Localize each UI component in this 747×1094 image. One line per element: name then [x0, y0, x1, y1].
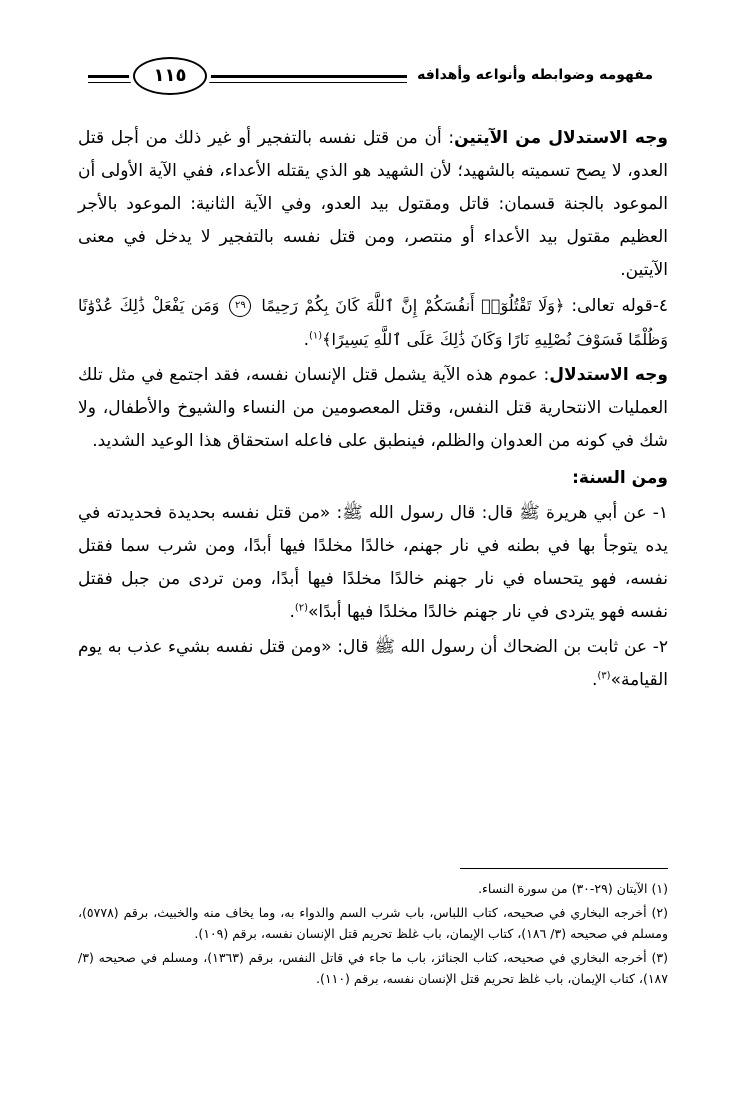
verse-text-part-1: ﴿وَلَا تَقْتُلُوٓا۟ أَنفُسَكُمْ إِنَّ ٱللَّهَ كَانَ بِكُمْ رَحِيمًا [261, 296, 565, 315]
hadith-text: ٢- عن ثابت بن الضحاك أن رسول الله ﷺ قال: «ومن قتل نفسه بشيء عذب به يوم القيامة» [78, 637, 668, 690]
paragraph-inference-verse [78, 359, 668, 458]
footnote-ref: (٣) [597, 670, 611, 682]
main-text [78, 122, 668, 699]
paragraph-inference-two-verses [78, 122, 668, 287]
section-heading-sunnah: ومن السنة: [572, 468, 668, 488]
paragraph-hadith-1: ١- عن أبي هريرة ﷺ قال: قال رسول الله ﷺ: «من قتل نفسه بحديدة فحديدته في يده يتوجأ بها في بطنه في نار جهنم، خالدًا مخلدًا فيها أبدًا، ومن شرب سما فقتل نفسه، فهو يتحساه في نار جهنم خالدًا مخلدًا فيها أبدًا، ومن تردى من جبل فقتل نفسه فهو يتردى في نار جهنم خالدًا مخلدًا فيها أبدًا»$^{(٢)}$. [78, 503, 668, 622]
verse-text-part-2: وَمَن يَفْعَلْ ذَٰلِكَ عُدْوَٰنًا وَظُلْمًا فَسَوْفَ نُصْلِيهِ نَارًا وَكَانَ ذَٰلِكَ عَلَى ٱللَّهِ يَسِيرًا﴾ [78, 296, 668, 349]
paragraph-hadith-2: ٢- عن ثابت بن الضحاك أن رسول الله ﷺ قال: «ومن قتل نفسه بشيء عذب به يوم القيامة»$^{(٣)}$. [78, 637, 668, 690]
paragraph-text: : عموم هذه الآية يشمل قتل الإنسان نفسه، فقد اجتمع في مثل تلك العمليات الانتحارية قتل النفس، وقتل المعصومين من النساء والشيوخ والأطفال، ولا شك في كونه من العدوان والظلم، فينطبق على فاعله استحقاق هذا الوعيد الشديد. [78, 365, 668, 451]
paragraph-lead: وجه الاستدلال [549, 365, 668, 385]
footnote-3: (٣) أخرجه البخاري في صحيحه، كتاب الجنائز، باب ما جاء في قاتل النفس، برقم (١٣٦٣)، ومسلم في صحيحه (٣/ ١٨٧)، كتاب الإيمان، باب غلظ تحريم قتل الإنسان نفسه، برقم (١١٠). [78, 950, 668, 986]
paragraph-lead: وجه الاستدلال من الآيتين [454, 128, 668, 148]
running-title: مفهومه وضوابطه وأنواعه وأهدافه [407, 60, 653, 90]
paragraph-text: : أن من قتل نفسه بالتفجير أو غير ذلك من أجل قتل العدو، لا يصح تسميته بالشهيد؛ لأن الشهيد هو الذي يقتله الأعداء، ففي الآية الأولى أن الموعود بالجنة قسمان: قاتل ومقتول بيد العدو، وفي الآية الثانية: الموعود بالأجر العظيم مقتول بيد الأعداء أو منتصر، ومن قتل نفسه بالتفجير لا يدخل في معنى الآيتين. [78, 128, 668, 280]
hadith-text: ١- عن أبي هريرة ﷺ قال: قال رسول الله ﷺ: «من قتل نفسه بحديدة فحديدته في يده يتوجأ بها في بطنه في نار جهنم، خالدًا مخلدًا فيها أبدًا، ومن شرب سما فقتل نفسه، فهو يتحساه في نار جهنم خالدًا مخلدًا فيها أبدًا، ومن تردى من جبل فقتل نفسه فهو يتردى في نار جهنم خالدًا مخلدًا فيها أبدًا» [78, 503, 668, 622]
footnote-2: (٢) أخرجه البخاري في صحيحه، كتاب اللباس، باب شرب السم والدواء به، وما يخاف منه والخبيث، برقم (٥٧٧٨)، ومسلم في صحيحه (٣/ ١٨٦)، كتاب الإيمان، باب غلظ تحريم قتل الإنسان نفسه، برقم (١٠٩). [78, 905, 668, 941]
page-number: ١١٥ [133, 57, 207, 95]
footnote-ref: (١) [308, 330, 323, 342]
paragraph-verse-quote: ٤-قوله تعالى: ﴿وَلَا تَقْتُلُوٓا۟ أَنفُسَكُمْ إِنَّ ٱللَّهَ كَانَ بِكُمْ رَحِيمًا ٢٩ وَمَن يَفْعَلْ ذَٰلِكَ عُدْوَٰنًا وَظُلْمًا فَسَوْفَ نُصْلِيهِ نَارًا وَكَانَ ذَٰلِكَ عَلَى ٱللَّهِ يَسِيرًا﴾$^{(١)}$. [78, 296, 668, 350]
footnotes [78, 878, 668, 992]
page-header [88, 55, 653, 97]
ayah-number-marker: ٢٩ [229, 295, 251, 317]
verse-intro: ٤-قوله تعالى: [571, 296, 668, 316]
footnote-separator [460, 868, 668, 869]
footnote-ref: (٢) [294, 602, 309, 614]
footnote-1: (١) الآيتان (٢٩-٣٠) من سورة النساء. [478, 881, 668, 896]
